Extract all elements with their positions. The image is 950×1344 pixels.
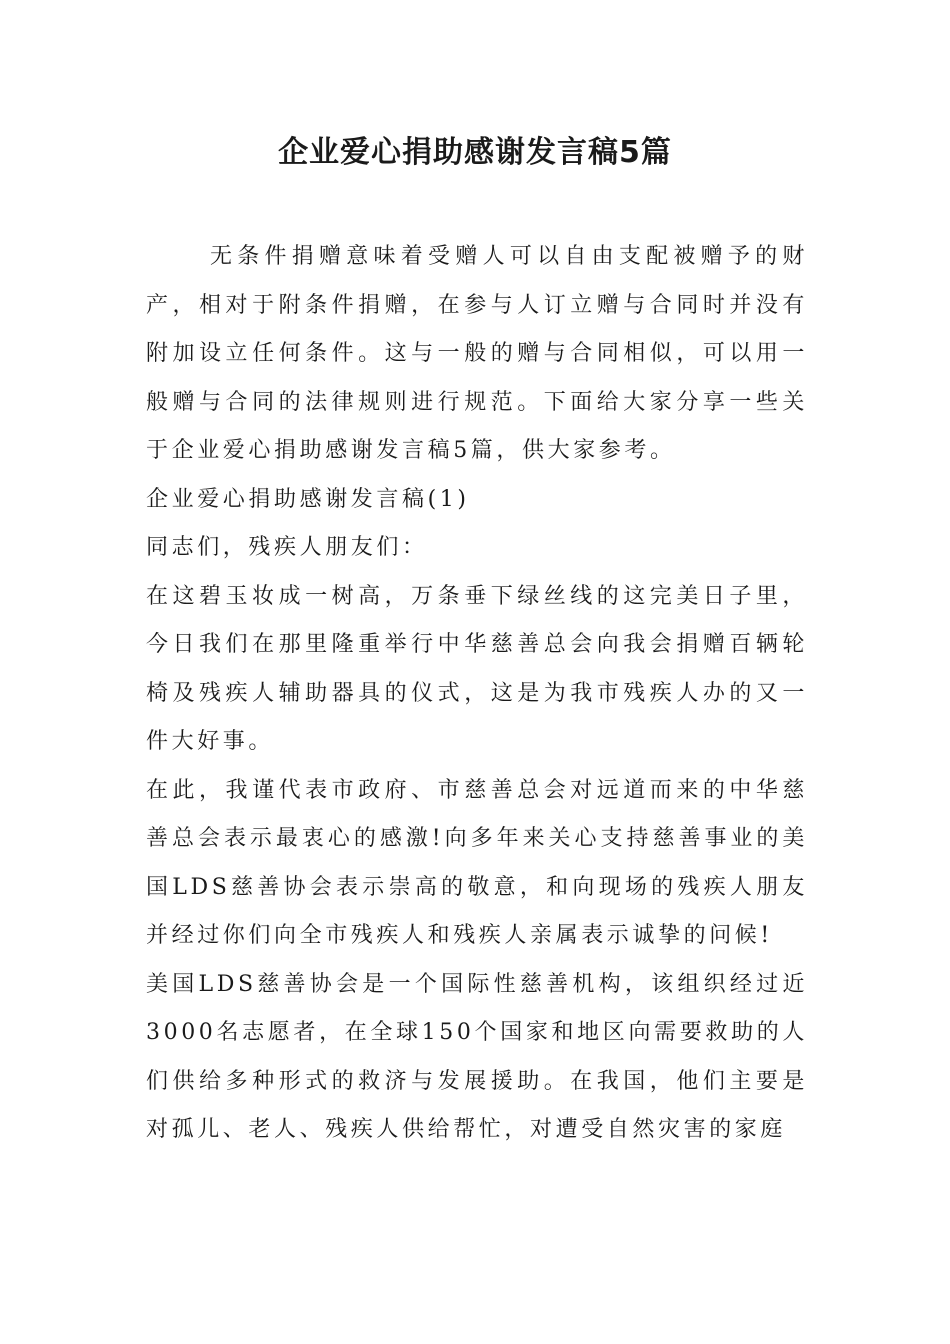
salutation-paragraph: 同志们，残疾人朋友们：	[146, 535, 428, 560]
document-body	[146, 233, 808, 1155]
body-paragraph: 在此，我谨代表市政府、市慈善总会对远道而来的中华慈善总会表示最衷心的感激!向多年来关心支持慈善事业的美国LDS慈善协会表示崇高的敬意，和向现场的残疾人朋友并经过你们向全市残疾人和残疾人亲属表示诚挚的问候!	[146, 777, 808, 948]
document-title: 企业爱心捐助感谢发言稿5篇	[278, 135, 672, 170]
body-paragraph: 在这碧玉妆成一树高，万条垂下绿丝线的这完美日子里，今日我们在那里隆重举行中华慈善总会向我会捐赠百辆轮椅及残疾人辅助器具的仪式，这是为我市残疾人办的又一件大好事。	[146, 583, 808, 754]
body-paragraph: 美国LDS慈善协会是一个国际性慈善机构，该组织经过近3000名志愿者，在全球150个国家和地区向需要救助的人们供给多种形式的救济与发展援助。在我国，他们主要是对孤儿、老人、残疾人供给帮忙，对遭受自然灾害的家庭	[146, 971, 808, 1142]
intro-paragraph: 无条件捐赠意味着受赠人可以自由支配被赠予的财产，相对于附条件捐赠，在参与人订立赠与合同时并没有附加设立任何条件。这与一般的赠与合同相似，可以用一般赠与合同的法律规则进行规范。下面给大家分享一些关于企业爱心捐助感谢发言稿5篇，供大家参考。	[146, 244, 808, 463]
section-heading: 企业爱心捐助感谢发言稿(1)	[146, 486, 470, 512]
